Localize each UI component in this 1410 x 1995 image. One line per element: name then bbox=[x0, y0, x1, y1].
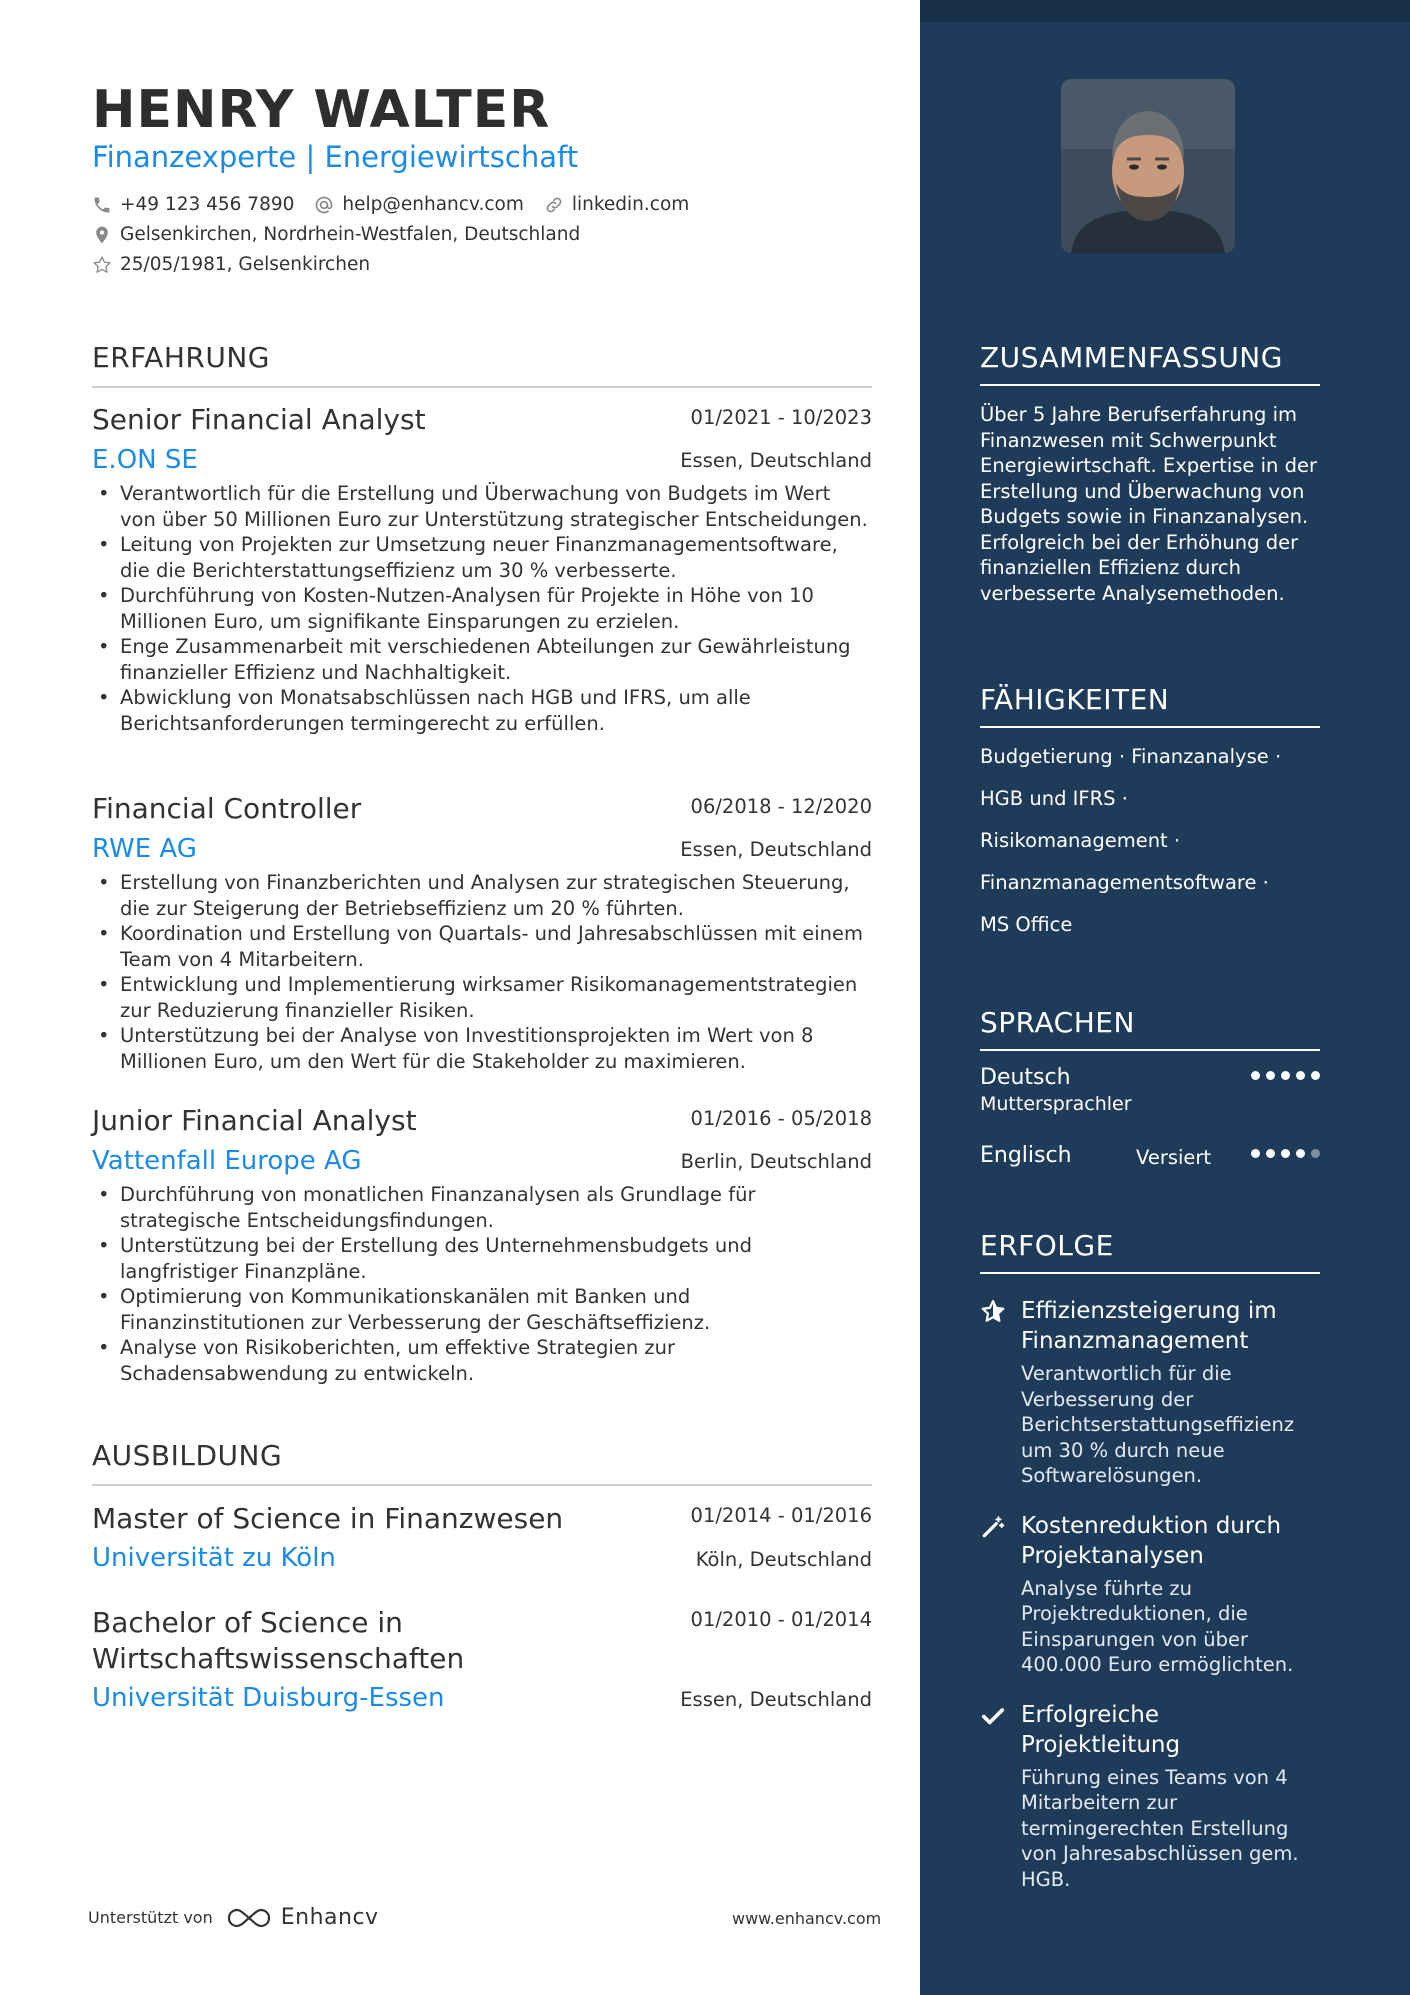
footer-url[interactable]: www.enhancv.com bbox=[732, 1909, 882, 1928]
star-icon bbox=[980, 1299, 1006, 1325]
contact-row-1 bbox=[92, 194, 709, 215]
education-section-title: AUSBILDUNG bbox=[92, 1439, 872, 1486]
summary-title: ZUSAMMENFASSUNG bbox=[980, 341, 1320, 386]
skill-line: MS Office bbox=[980, 913, 1073, 936]
achievements-title: ERFOLGE bbox=[980, 1229, 1320, 1274]
rating-dot bbox=[1281, 1149, 1290, 1158]
birth-row bbox=[92, 254, 370, 275]
job-company: E.ON SE bbox=[92, 445, 198, 475]
job-location: Berlin, Deutschland bbox=[680, 1150, 872, 1173]
achievement-title: Erfolgreiche Projektleitung bbox=[1021, 1701, 1181, 1758]
summary-section bbox=[980, 341, 1320, 606]
footer-powered-by bbox=[88, 1905, 379, 1930]
rating-dot bbox=[1251, 1071, 1260, 1080]
link-icon bbox=[544, 195, 564, 215]
link-item[interactable] bbox=[544, 194, 689, 215]
education-entry bbox=[92, 1605, 872, 1713]
achievement-title: Effizienzsteigerung im Finanzmanagement bbox=[1021, 1298, 1277, 1354]
school-location: Köln, Deutschland bbox=[695, 1548, 872, 1571]
birth-text: 25/05/1981, Gelsenkirchen bbox=[120, 254, 371, 275]
job-bullets bbox=[92, 870, 872, 1074]
skill-line: Risikomanagement · bbox=[980, 829, 1181, 852]
job-title: Financial Controller bbox=[92, 792, 362, 825]
job-dates: 01/2021 - 10/2023 bbox=[690, 406, 872, 429]
language-level: Versiert bbox=[1136, 1146, 1212, 1169]
job-bullet: • Enge Zusammenarbeit mit verschiedenen Abteilungen zur Gewährleistung finanzieller Effizienz und Nachhaltigkeit. bbox=[92, 634, 872, 685]
rating-dot bbox=[1266, 1149, 1275, 1158]
location-text: Gelsenkirchen, Nordrhein-Westfalen, Deutschland bbox=[120, 224, 581, 245]
job-dates: 06/2018 - 12/2020 bbox=[690, 795, 872, 818]
job-bullets bbox=[92, 481, 872, 736]
job-bullet: • Leitung von Projekten zur Umsetzung neuer Finanzmanagementsoftware, die die Berichterstattungseffizienz um 30 % verbesserte. bbox=[92, 532, 872, 583]
job-bullet: • Erstellung von Finanzberichten und Analysen zur strategischen Steuerung, die zur Steigerung der Betriebseffizienz um 20 % führten. bbox=[92, 870, 872, 921]
link-text[interactable]: linkedin.com bbox=[571, 194, 690, 215]
rating-dot bbox=[1251, 1149, 1260, 1158]
skills-list bbox=[980, 736, 1320, 946]
education-entry bbox=[92, 1501, 872, 1573]
skills-section bbox=[980, 683, 1320, 946]
profile-photo bbox=[1061, 79, 1235, 253]
location-pin-icon bbox=[92, 225, 112, 245]
achievements-section bbox=[980, 1229, 1320, 1892]
language-name: Deutsch bbox=[980, 1065, 1071, 1090]
at-icon bbox=[314, 195, 334, 215]
phone-item bbox=[92, 194, 294, 215]
achievement-desc: Analyse führte zu Projektreduktionen, die Einsparungen von über 400.000 Euro ermöglichten. bbox=[1021, 1576, 1294, 1676]
language-rating bbox=[1251, 1071, 1320, 1080]
person-name: HENRY WALTER bbox=[92, 80, 551, 140]
star-outline-icon bbox=[92, 255, 112, 275]
job-company: Vattenfall Europe AG bbox=[92, 1146, 362, 1176]
languages-title: SPRACHEN bbox=[980, 1006, 1320, 1051]
email-item[interactable] bbox=[314, 194, 523, 215]
location-row bbox=[92, 224, 580, 245]
job-bullet: • Unterstützung bei der Erstellung des Unternehmensbudgets und langfristiger Finanzpläne. bbox=[92, 1233, 872, 1284]
job-bullet: • Durchführung von monatlichen Finanzanalysen als Grundlage für strategische Entscheidungsfindungen. bbox=[92, 1182, 872, 1233]
language-item bbox=[980, 1051, 1320, 1129]
language-name: Englisch bbox=[980, 1143, 1072, 1168]
job-title: Junior Financial Analyst bbox=[92, 1104, 417, 1137]
job-entry bbox=[92, 403, 872, 736]
job-company: RWE AG bbox=[92, 834, 197, 864]
achievement-item bbox=[980, 1700, 1320, 1893]
job-bullet: • Durchführung von Kosten-Nutzen-Analysen für Projekte in Höhe von 10 Millionen Euro, um signifikante Einsparungen zu erzielen. bbox=[92, 583, 872, 634]
sidebar bbox=[920, 0, 1410, 1995]
headline: Finanzexperte | Energiewirtschaft bbox=[92, 140, 579, 174]
degree-title: Bachelor of Science in Wirtschaftswissenschaften bbox=[92, 1606, 465, 1675]
achievement-desc: Verantwortlich für die Verbesserung der Berichtserstattungseffizienz um 30 % durch neue Softwarelösungen. bbox=[1021, 1362, 1295, 1487]
phone-icon bbox=[92, 195, 112, 215]
job-entry bbox=[92, 792, 872, 1074]
achievement-title: Kostenreduktion durch Projektanalysen bbox=[1021, 1512, 1282, 1569]
school-name: Universität zu Köln bbox=[92, 1543, 336, 1573]
skill-line: Finanzmanagementsoftware · bbox=[980, 871, 1269, 894]
job-bullet: • Optimierung von Kommunikationskanälen mit Banken und Finanzinstitutionen zur Verbesserung der Geschäftseffizienz. bbox=[92, 1284, 872, 1335]
languages-section bbox=[980, 1006, 1320, 1191]
check-icon bbox=[980, 1703, 1006, 1729]
job-bullets bbox=[92, 1182, 872, 1386]
email-text[interactable]: help@enhancv.com bbox=[342, 194, 524, 215]
job-bullet: • Analyse von Risikoberichten, um effektive Strategien zur Schadensabwendung zu entwickeln. bbox=[92, 1335, 872, 1386]
achievement-desc: Führung eines Teams von 4 Mitarbeitern zur termingerechten Erstellung von Jahresabschlüssen gem. HGB. bbox=[1021, 1765, 1299, 1891]
rating-dot bbox=[1311, 1071, 1320, 1080]
job-bullet: • Verantwortlich für die Erstellung und Überwachung von Budgets im Wert von über 50 Millionen Euro zur Unterstützung strategischer Entscheidungen. bbox=[92, 481, 872, 532]
rating-dot bbox=[1281, 1071, 1290, 1080]
job-dates: 01/2016 - 05/2018 bbox=[690, 1107, 872, 1130]
job-title: Senior Financial Analyst bbox=[92, 403, 426, 436]
achievement-item bbox=[980, 1296, 1320, 1489]
job-entry bbox=[92, 1104, 872, 1386]
phone-text: +49 123 456 7890 bbox=[120, 194, 295, 215]
job-location: Essen, Deutschland bbox=[680, 449, 872, 472]
magic-wand-icon bbox=[980, 1514, 1006, 1540]
achievement-item bbox=[980, 1511, 1320, 1678]
language-rating bbox=[1251, 1149, 1320, 1158]
degree-dates: 01/2010 - 01/2014 bbox=[690, 1608, 872, 1631]
degree-title: Master of Science in Finanzwesen bbox=[92, 1502, 564, 1535]
school-location: Essen, Deutschland bbox=[680, 1688, 872, 1711]
sidebar-top-band bbox=[920, 0, 1410, 22]
skill-line: Budgetierung · Finanzanalyse · bbox=[980, 745, 1282, 768]
footer-brand: Enhancv bbox=[280, 1905, 379, 1930]
degree-dates: 01/2014 - 01/2016 bbox=[690, 1504, 872, 1527]
job-bullet: • Koordination und Erstellung von Quartals- und Jahresabschlüssen mit einem Team von 4 Mitarbeitern. bbox=[92, 921, 872, 972]
experience-section-title: ERFAHRUNG bbox=[92, 341, 872, 388]
job-bullet: • Unterstützung bei der Analyse von Investitionsprojekten im Wert von 8 Millionen Euro, um den Wert für die Stakeholder zu maximieren. bbox=[92, 1023, 872, 1074]
footer-powered-text: Unterstützt von bbox=[88, 1908, 213, 1927]
rating-dot bbox=[1296, 1149, 1305, 1158]
job-location: Essen, Deutschland bbox=[680, 838, 872, 861]
rating-dot bbox=[1266, 1071, 1275, 1080]
job-bullet: • Entwicklung und Implementierung wirksamer Risikomanagementstrategien zur Reduzierung finanzieller Risiken. bbox=[92, 972, 872, 1023]
job-bullet: • Abwicklung von Monatsabschlüssen nach HGB und IFRS, um alle Berichtsanforderungen termingerecht zu erfüllen. bbox=[92, 685, 872, 736]
skill-line: HGB und IFRS · bbox=[980, 787, 1128, 810]
rating-dot bbox=[1311, 1149, 1320, 1158]
summary-text: Über 5 Jahre Berufserfahrung im Finanzwesen mit Schwerpunkt Energiewirtschaft. Expertise in der Erstellung und Überwachung von Budgets sowie in Finanzanalysen. Erfolgreich bei der Erhöhung der finanziellen Effizienz durch verbesserte Analysemethoden. bbox=[980, 403, 1317, 605]
language-level: Muttersprachler bbox=[980, 1093, 1132, 1115]
skills-title: FÄHIGKEITEN bbox=[980, 683, 1320, 728]
enhancv-logo-icon bbox=[225, 1906, 273, 1930]
language-item bbox=[980, 1129, 1320, 1191]
school-name: Universität Duisburg-Essen bbox=[92, 1683, 445, 1713]
rating-dot bbox=[1296, 1071, 1305, 1080]
